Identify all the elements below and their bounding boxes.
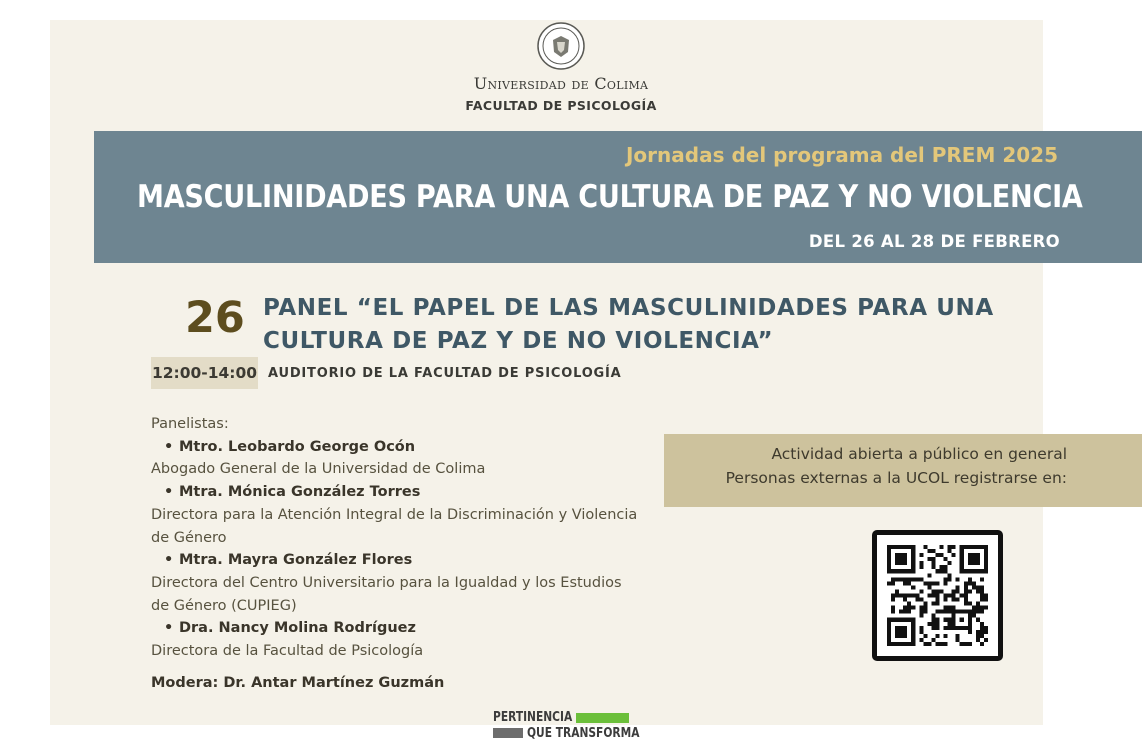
panel-title [263,292,1023,358]
registration-line-1: Actividad abierta a público en general [771,445,1067,463]
logo-word-top: PERTINENCIA [493,710,573,725]
panelist-name: • Mtra. Mónica González Torres [151,481,641,504]
logo-gray-bar [493,728,523,738]
panelist-role: Directora de la Facultad de Psicología [151,643,424,660]
footer-logo [493,710,640,742]
panelists-label: Panelistas: [151,416,229,432]
panelist-role: Directora del Centro Universitario para la Igualdad y los Estudios de Género (CUPIEG) [151,574,622,614]
panelist-role: Directora para la Atención Integral de la Discriminación y Violencia de Género [151,506,638,546]
event-title: MASCULINIDADES PARA UNA CULTURA DE PAZ Y NO VIOLENCIA [137,179,1083,215]
registration-box [664,434,1142,507]
panelists-list [151,413,641,663]
panelist-name: • Mtra. Mayra González Flores [151,549,641,572]
registration-line-2: Personas externas a la UCOL registrarse en: [725,469,1067,487]
panel-title-line-1: PANEL “EL PAPEL DE LAS MASCULINIDADES PARA UNA [263,295,994,321]
logo-green-bar [576,713,629,723]
moderator-label: Modera: Dr. Antar Martínez Guzmán [151,675,445,691]
university-seal-logo [537,22,585,70]
panel-title-line-2: CULTURA DE PAZ Y DE NO VIOLENCIA” [263,328,774,354]
university-name: Universidad de Colima [473,74,649,93]
panelist-name: • Dra. Nancy Molina Rodríguez [151,617,641,640]
event-dates: DEL 26 AL 28 DE FEBRERO [808,232,1060,251]
panelist-role: Abogado General de la Universidad de Colima [151,461,486,478]
program-subtitle: Jornadas del programa del PREM 2025 [625,143,1058,167]
venue-label: AUDITORIO DE LA FACULTAD DE PSICOLOGÍA [268,366,622,381]
day-number: 26 [185,293,245,343]
title-banner [94,131,1142,263]
registration-qr-code[interactable] [872,530,1003,661]
qr-code-icon [887,545,988,646]
logo-word-bottom: QUE TRANSFORMA [527,726,640,741]
faculty-name: FACULTAD DE PSICOLOGÍA [465,98,657,113]
panelist-name: • Mtro. Leobardo George Ocón [151,436,641,459]
time-badge: 12:00-14:00 [151,357,258,389]
